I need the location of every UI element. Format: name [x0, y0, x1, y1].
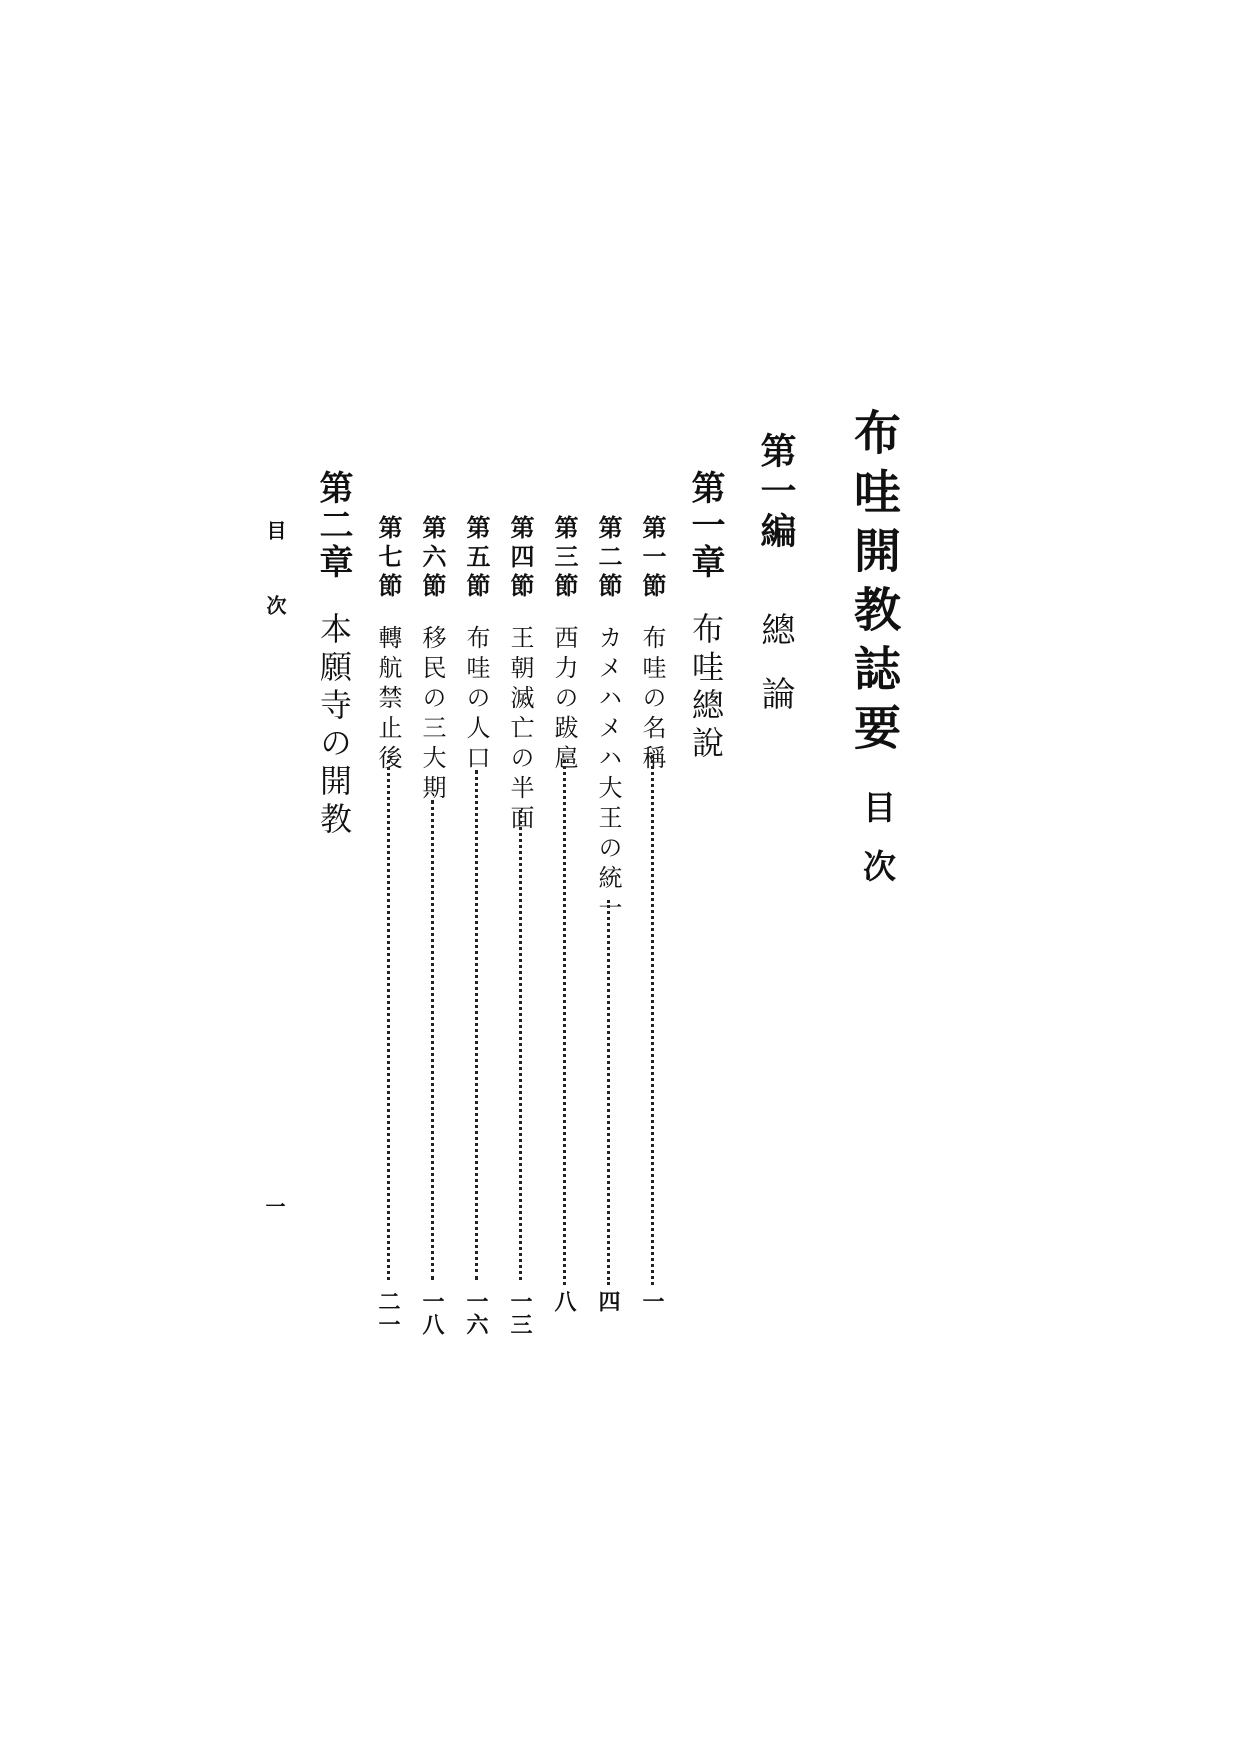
section-2-page: 四 — [595, 1290, 621, 1313]
section-3-page: 八 — [551, 1290, 577, 1313]
section-1-page: 一 — [639, 1290, 665, 1313]
chapter-2-label: 第二章 — [313, 470, 353, 581]
section-1-title: 布哇の名稱 — [638, 625, 666, 775]
chapter-2-title: 本願寺の開教 — [315, 612, 353, 840]
chapter-1-label: 第一章 — [685, 470, 725, 581]
section-4-leader — [519, 810, 522, 1280]
book-title: 布哇開教誌要 — [846, 408, 901, 762]
section-4-title: 王朝滅亡の半面 — [506, 625, 534, 835]
running-head: 目次 — [263, 520, 287, 670]
section-5-page: 一六 — [463, 1290, 489, 1336]
section-5-leader — [475, 770, 478, 1280]
part-label: 第一編 — [755, 432, 797, 552]
section-3-title: 西力の跋扈 — [550, 625, 578, 775]
section-7-page: 二一 — [375, 1290, 401, 1336]
section-4-page: 一三 — [507, 1290, 533, 1336]
section-3-label: 第三節 — [550, 515, 579, 602]
section-2-title: カメハメハ大王の統一 — [594, 625, 622, 925]
page-number: 一 — [262, 1196, 286, 1216]
section-1-leader — [651, 755, 654, 1285]
section-6-leader — [431, 800, 434, 1280]
section-5-label: 第五節 — [462, 515, 491, 602]
section-7-title: 轉航禁止後 — [374, 625, 402, 775]
section-3-leader — [563, 760, 566, 1285]
section-2-label: 第二節 — [594, 515, 623, 602]
chapter-1-title: 布哇總說 — [687, 612, 725, 764]
section-4-label: 第四節 — [506, 515, 535, 602]
toc-heading: 目次 — [858, 790, 897, 908]
part-title: 總論 — [755, 612, 795, 740]
section-7-label: 第七節 — [374, 515, 403, 602]
section-5-title: 布哇の人口 — [462, 625, 490, 775]
section-7-leader — [387, 760, 390, 1280]
section-6-title: 移民の三大期 — [418, 625, 446, 805]
section-6-label: 第六節 — [418, 515, 447, 602]
section-6-page: 一八 — [419, 1290, 445, 1336]
section-2-leader — [607, 900, 610, 1285]
section-1-label: 第一節 — [638, 515, 667, 602]
